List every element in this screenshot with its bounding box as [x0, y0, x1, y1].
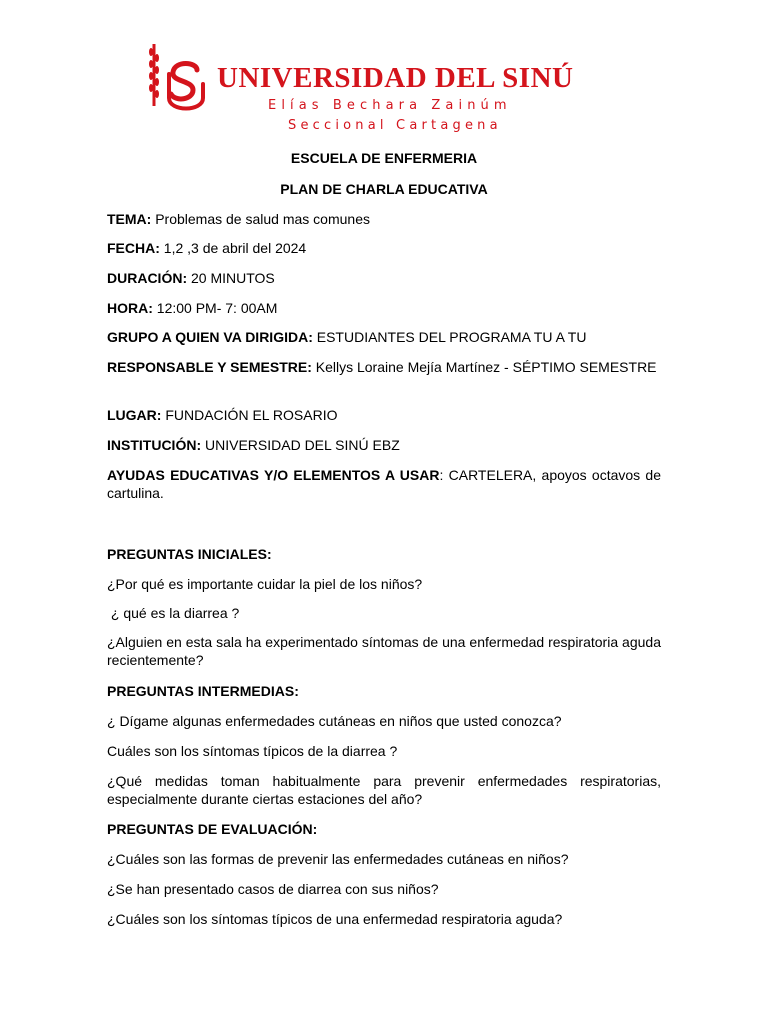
question-item: ¿Cuáles son las formas de prevenir las enfermedades cutáneas en niños? [107, 851, 569, 867]
field-label: AYUDAS EDUCATIVAS Y/O ELEMENTOS A USAR [107, 467, 440, 483]
field-value: 1,2 ,3 de abril del 2024 [159, 240, 307, 256]
field-institucion [107, 436, 661, 454]
question-item: ¿ Dígame algunas enfermedades cutáneas en niños que usted conozca? [107, 713, 562, 729]
field-value: UNIVERSIDAD DEL SINÚ EBZ [201, 437, 400, 453]
university-logo [145, 40, 615, 140]
university-name: UNIVERSIDAD DEL SINÚ [217, 62, 574, 94]
university-founder-subtitle: Elías Bechara Zainúm [268, 98, 512, 113]
section-heading-iniciales: PREGUNTAS INICIALES: [107, 546, 272, 562]
field-value: : CARTELERA, apoyos octavos de cartulina. [107, 467, 661, 501]
section-heading-evaluacion: PREGUNTAS DE EVALUACIÓN: [107, 821, 318, 837]
field-value: ESTUDIANTES DEL PROGRAMA TU A TU [312, 329, 587, 345]
university-campus-subtitle: Seccional Cartagena [288, 118, 502, 133]
field-fecha [107, 239, 661, 257]
university-emblem-icon [145, 40, 211, 116]
question-item: Cuáles son los síntomas típicos de la diarrea ? [107, 743, 398, 759]
field-value: Kellys Loraine Mejía Martínez - SÉPTIMO SEMESTRE [311, 359, 657, 375]
question-item: ¿ qué es la diarrea ? [107, 605, 240, 621]
field-lugar [107, 406, 661, 424]
field-hora [107, 299, 661, 317]
field-grupo [107, 328, 661, 346]
field-label: LUGAR: [107, 407, 162, 423]
field-responsable [107, 358, 661, 376]
plan-title: PLAN DE CHARLA EDUCATIVA [280, 181, 488, 197]
field-label: DURACIÓN: [107, 270, 188, 286]
field-value: Problemas de salud mas comunes [151, 211, 370, 227]
question-item: ¿Por qué es importante cuidar la piel de los niños? [107, 576, 423, 592]
school-title: ESCUELA DE ENFERMERIA [290, 150, 478, 166]
question-item: ¿Qué medidas toman habitualmente para prevenir enfermedades respiratorias, especialmente durante ciertas estaciones del año? [107, 773, 661, 807]
question-item: ¿Alguien en esta sala ha experimentado síntomas de una enfermedad respiratoria aguda recientemente? [107, 634, 661, 668]
field-duracion [107, 269, 661, 287]
question-item: ¿Se han presentado casos de diarrea con sus niños? [107, 881, 439, 897]
section-heading-intermedias: PREGUNTAS INTERMEDIAS: [107, 683, 299, 699]
field-label: FECHA: [107, 240, 160, 256]
field-tema [107, 210, 661, 228]
field-label: RESPONSABLE Y SEMESTRE: [107, 359, 312, 375]
field-value: FUNDACIÓN EL ROSARIO [161, 407, 338, 423]
field-value: 12:00 PM- 7: 00AM [152, 300, 278, 316]
field-label: INSTITUCIÓN: [107, 437, 202, 453]
question-item: ¿Cuáles son los síntomas típicos de una enfermedad respiratoria aguda? [107, 911, 563, 927]
field-label: GRUPO A QUIEN VA DIRIGIDA: [107, 329, 313, 345]
field-label: TEMA: [107, 211, 152, 227]
field-value: 20 MINUTOS [187, 270, 275, 286]
field-label: HORA: [107, 300, 153, 316]
field-ayudas [107, 466, 661, 502]
